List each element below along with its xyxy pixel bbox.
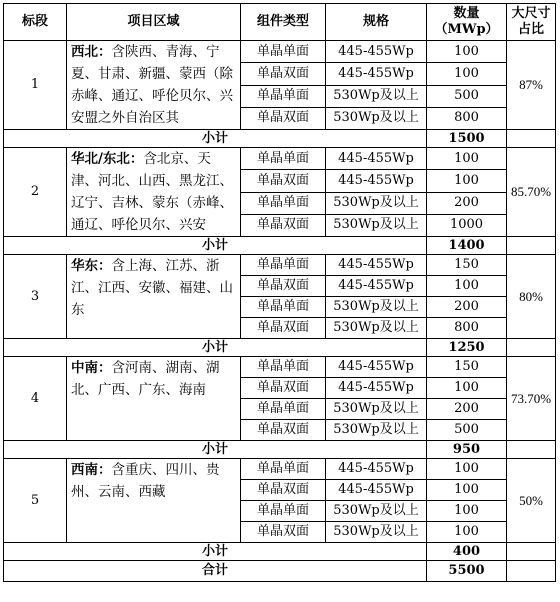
- quantity: 100: [427, 501, 507, 522]
- spec: 530Wp及以上: [326, 318, 427, 339]
- spec: 445-455Wp: [326, 357, 427, 378]
- subtotal-row: [4, 441, 556, 459]
- spec: 445-455Wp: [326, 63, 427, 85]
- table-body: [4, 41, 556, 561]
- module-type: 单晶单面: [241, 192, 326, 214]
- quantity: 100: [427, 459, 507, 480]
- section-id: 4: [4, 357, 67, 441]
- subtotal-row: [4, 237, 556, 255]
- quantity: 100: [427, 522, 507, 543]
- spec: 530Wp及以上: [326, 107, 427, 129]
- subtotal-value: 1500: [427, 130, 507, 148]
- spec: 445-455Wp: [326, 255, 427, 276]
- quantity: 100: [427, 148, 507, 170]
- module-type: 单晶双面: [241, 480, 326, 501]
- subtotal-value: 950: [427, 441, 507, 459]
- module-type: 单晶单面: [241, 399, 326, 420]
- section-id: 2: [4, 148, 67, 237]
- module-type: 单晶双面: [241, 276, 326, 297]
- quantity: 800: [427, 107, 507, 129]
- spec: 445-455Wp: [326, 41, 427, 63]
- header-large-size-ratio: 大尺寸 占比: [507, 4, 556, 41]
- header-section: 标段: [4, 4, 67, 41]
- spec: 530Wp及以上: [326, 85, 427, 107]
- header-spec: 规格: [326, 4, 427, 41]
- section-id: 3: [4, 255, 67, 339]
- region-label: 中南：: [71, 360, 112, 376]
- subtotal-blank: [507, 543, 556, 561]
- subtotal-label: 小计: [4, 130, 427, 148]
- large-size-ratio: 85.70%: [507, 148, 556, 237]
- module-type: 单晶双面: [241, 63, 326, 85]
- subtotal-blank: [507, 441, 556, 459]
- region-label: 西南：: [71, 462, 112, 478]
- quantity: 100: [427, 480, 507, 501]
- region-text: 含陕西、青海、宁夏、甘肃、新疆、蒙西（除赤峰、通辽、呼伦贝尔、兴安盟之外自治区其: [71, 44, 233, 126]
- total-label: 合计: [4, 561, 427, 582]
- header-region: 项目区域: [67, 4, 241, 41]
- spec: 530Wp及以上: [326, 399, 427, 420]
- subtotal-value: 1250: [427, 339, 507, 357]
- spec: 530Wp及以上: [326, 192, 427, 214]
- spec: 530Wp及以上: [326, 297, 427, 318]
- section-id: 5: [4, 459, 67, 543]
- table-row: [4, 357, 556, 378]
- quantity: 100: [427, 378, 507, 399]
- spec: 445-455Wp: [326, 148, 427, 170]
- module-type: 单晶双面: [241, 378, 326, 399]
- region-cell: [67, 459, 241, 543]
- module-type: 单晶单面: [241, 255, 326, 276]
- header-quantity: 数量 （MWp）: [427, 4, 507, 41]
- module-type: 单晶双面: [241, 318, 326, 339]
- module-type: 单晶单面: [241, 148, 326, 170]
- spec: 445-455Wp: [326, 378, 427, 399]
- total-blank: [507, 561, 556, 582]
- subtotal-label: 小计: [4, 237, 427, 255]
- spec: 445-455Wp: [326, 276, 427, 297]
- large-size-ratio: 87%: [507, 41, 556, 130]
- large-size-ratio: 80%: [507, 255, 556, 339]
- subtotal-label: 小计: [4, 339, 427, 357]
- module-type: 单晶双面: [241, 214, 326, 236]
- region-cell: [67, 357, 241, 441]
- region-label: 华东：: [71, 258, 112, 274]
- spec: 530Wp及以上: [326, 214, 427, 236]
- subtotal-row: [4, 130, 556, 148]
- module-type: 单晶单面: [241, 85, 326, 107]
- spec: 445-455Wp: [326, 480, 427, 501]
- subtotal-row: [4, 543, 556, 561]
- spec: 445-455Wp: [326, 459, 427, 480]
- subtotal-blank: [507, 130, 556, 148]
- table-row: [4, 148, 556, 170]
- subtotal-label: 小计: [4, 441, 427, 459]
- region-text: 含重庆、四川、贵州、云南、西藏: [71, 462, 220, 500]
- subtotal-row: [4, 339, 556, 357]
- region-cell: [67, 255, 241, 339]
- module-type: 单晶单面: [241, 297, 326, 318]
- region-label: 华北/东北：: [71, 151, 144, 167]
- region-cell: [67, 148, 241, 237]
- header-module-type: 组件类型: [241, 4, 326, 41]
- table-row: [4, 41, 556, 63]
- quantity: 500: [427, 420, 507, 441]
- quantity: 150: [427, 255, 507, 276]
- module-type: 单晶单面: [241, 357, 326, 378]
- module-type: 单晶单面: [241, 501, 326, 522]
- region-label: 西北：: [71, 44, 112, 60]
- procurement-table: [3, 3, 556, 582]
- module-type: 单晶单面: [241, 459, 326, 480]
- spec: 530Wp及以上: [326, 522, 427, 543]
- subtotal-blank: [507, 339, 556, 357]
- table-row: [4, 459, 556, 480]
- quantity: 800: [427, 318, 507, 339]
- large-size-ratio: 73.70%: [507, 357, 556, 441]
- quantity: 1000: [427, 214, 507, 236]
- table-row: [4, 255, 556, 276]
- quantity: 100: [427, 63, 507, 85]
- spec: 530Wp及以上: [326, 420, 427, 441]
- module-type: 单晶双面: [241, 107, 326, 129]
- module-type: 单晶双面: [241, 170, 326, 192]
- quantity: 200: [427, 399, 507, 420]
- region-text: 含河南、湖南、湖北、广西、广东、海南: [71, 360, 220, 398]
- region-text: 含上海、江苏、浙江、江西、安徽、福建、山东: [71, 258, 233, 318]
- section-id: 1: [4, 41, 67, 130]
- header-row: [4, 4, 556, 41]
- quantity: 100: [427, 170, 507, 192]
- spec: 530Wp及以上: [326, 501, 427, 522]
- total-row: [4, 561, 556, 582]
- module-type: 单晶单面: [241, 41, 326, 63]
- module-type: 单晶双面: [241, 420, 326, 441]
- quantity: 200: [427, 297, 507, 318]
- quantity: 150: [427, 357, 507, 378]
- quantity: 100: [427, 41, 507, 63]
- subtotal-value: 400: [427, 543, 507, 561]
- subtotal-blank: [507, 237, 556, 255]
- subtotal-label: 小计: [4, 543, 427, 561]
- region-text: 含北京、天津、河北、山西、黑龙江、辽宁、吉林、蒙东（赤峰、通辽、呼伦贝尔、兴安: [71, 151, 233, 233]
- subtotal-value: 1400: [427, 237, 507, 255]
- quantity: 500: [427, 85, 507, 107]
- total-value: 5500: [427, 561, 507, 582]
- module-type: 单晶双面: [241, 522, 326, 543]
- quantity: 100: [427, 276, 507, 297]
- quantity: 200: [427, 192, 507, 214]
- spec: 445-455Wp: [326, 170, 427, 192]
- region-cell: [67, 41, 241, 130]
- large-size-ratio: 50%: [507, 459, 556, 543]
